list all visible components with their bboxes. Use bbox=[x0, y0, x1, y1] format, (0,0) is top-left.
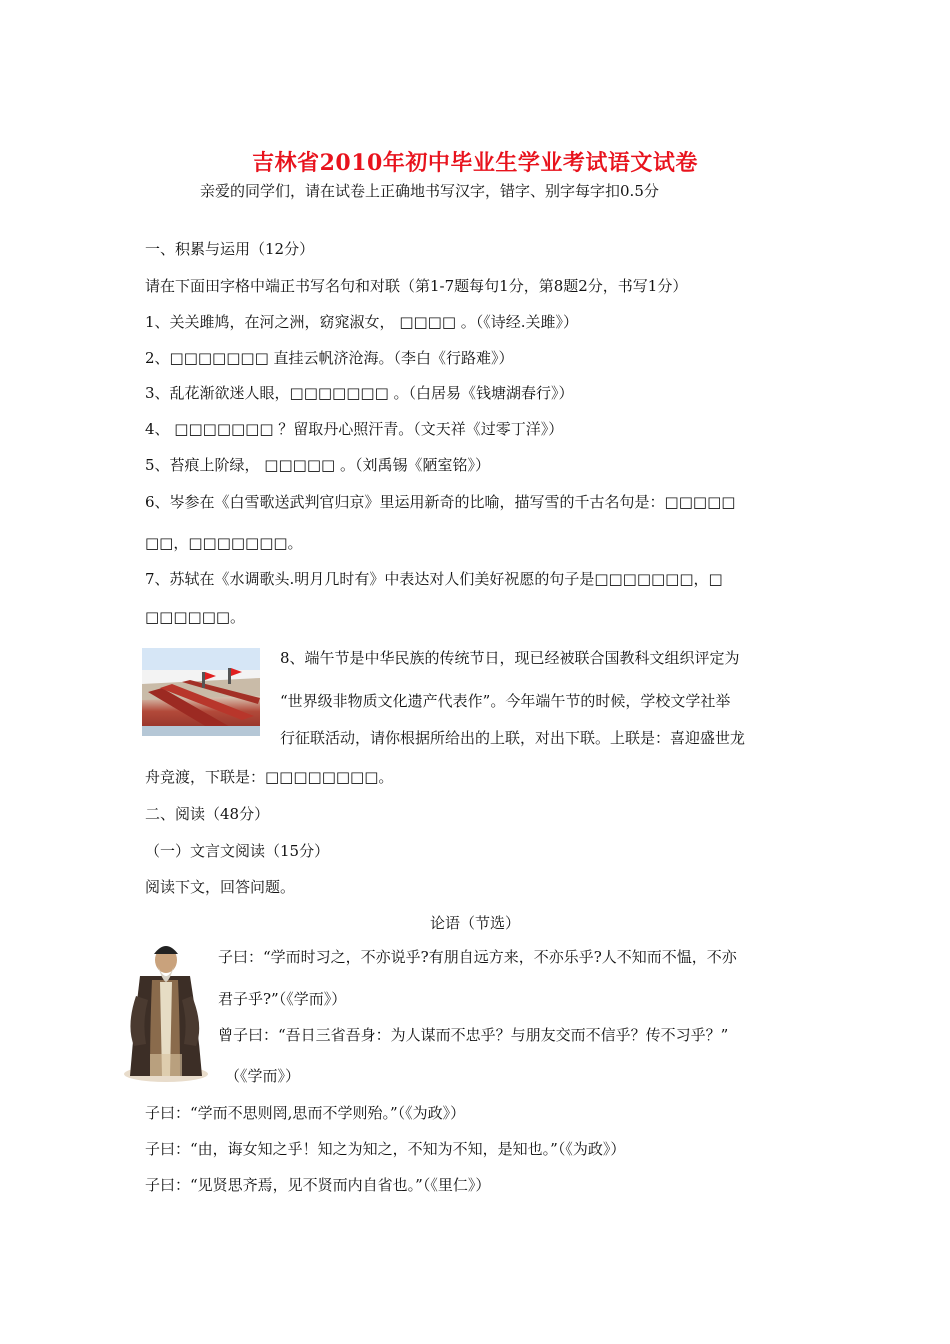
reading-instruction: 阅读下文，回答问题。 bbox=[145, 878, 296, 896]
question-1: 1、关关雎鸠，在河之洲，窈窕淑女， □□□□ 。（《诗经.关雎》） bbox=[145, 313, 579, 331]
confucius-image bbox=[120, 936, 212, 1084]
question-8-line3: 行征联活动，请你根据所给出的上联，对出下联。上联是：喜迎盛世龙 bbox=[280, 729, 746, 747]
section-instruction: 请在下面田字格中端正书写名句和对联（第1-7题每句1分，第8题2分，书写1分） bbox=[145, 277, 688, 295]
passage-paragraph-5: 子曰：“见贤思齐焉，见不贤而内自省也。”（《里仁》） bbox=[145, 1176, 491, 1194]
question-6-cont: □□，□□□□□□□。 bbox=[145, 534, 303, 552]
exam-title: 吉林省2010年初中毕业生学业考试语文试卷 bbox=[252, 150, 698, 176]
question-3: 3、乱花渐欲迷人眼，□□□□□□□ 。（白居易《钱塘湖春行》） bbox=[145, 384, 574, 402]
passage-paragraph-2: 曾子曰：“吾日三省吾身：为人谋而不忠乎？与朋友交而不信乎？传不习乎？” bbox=[218, 1026, 729, 1044]
question-8: 8、端午节是中华民族的传统节日，现已经被联合国教科文组织评定为 bbox=[280, 649, 740, 667]
question-2: 2、□□□□□□□ 直挂云帆济沧海。（李白《行路难》） bbox=[145, 349, 514, 367]
passage-paragraph-4: 子曰：“由，诲女知之乎！知之为知之，不知为不知，是知也。”（《为政》） bbox=[145, 1140, 626, 1158]
exam-notice: 亲爱的同学们，请在试卷上正确地书写汉字，错字、别字每字扣0.5分 bbox=[200, 182, 659, 200]
question-7-cont: □□□□□□。 bbox=[145, 608, 246, 626]
question-5: 5、苔痕上阶绿， □□□□□ 。（刘禹锡《陋室铭》） bbox=[145, 456, 490, 474]
question-6: 6、岑参在《白雪歌送武判官归京》里运用新奇的比喻，描写雪的千古名句是：□□□□□ bbox=[145, 493, 736, 511]
passage-paragraph-1: 子曰：“学而时习之，不亦说乎?有朋自远方来，不亦乐乎?人不知而不愠，不亦 bbox=[218, 948, 737, 966]
section-heading: 二、阅读（48分） bbox=[145, 805, 270, 823]
sub-section-heading: （一）文言文阅读（15分） bbox=[145, 842, 330, 860]
question-8-line4: 舟竞渡，下联是：□□□□□□□□。 bbox=[145, 768, 394, 786]
passage-paragraph-1-cont: 君子乎?”（《学而》） bbox=[218, 990, 347, 1008]
question-8-line2: “世界级非物质文化遗产代表作”。今年端午节的时候，学校文学社举 bbox=[280, 692, 731, 710]
passage-paragraph-3: 子曰：“学而不思则罔,思而不学则殆。”（《为政》） bbox=[145, 1104, 466, 1122]
question-4: 4、 □□□□□□□ ？留取丹心照汗青。（文天祥《过零丁洋》） bbox=[145, 420, 564, 438]
passage-title: 论语（节选） bbox=[429, 914, 520, 932]
dragon-boat-image bbox=[142, 648, 260, 736]
section-heading: 一、积累与运用（12分） bbox=[145, 240, 315, 258]
question-7: 7、苏轼在《水调歌头.明月几时有》中表达对人们美好祝愿的句子是□□□□□□□，□ bbox=[145, 570, 723, 588]
passage-paragraph-2-cont: （《学而》） bbox=[225, 1067, 301, 1085]
